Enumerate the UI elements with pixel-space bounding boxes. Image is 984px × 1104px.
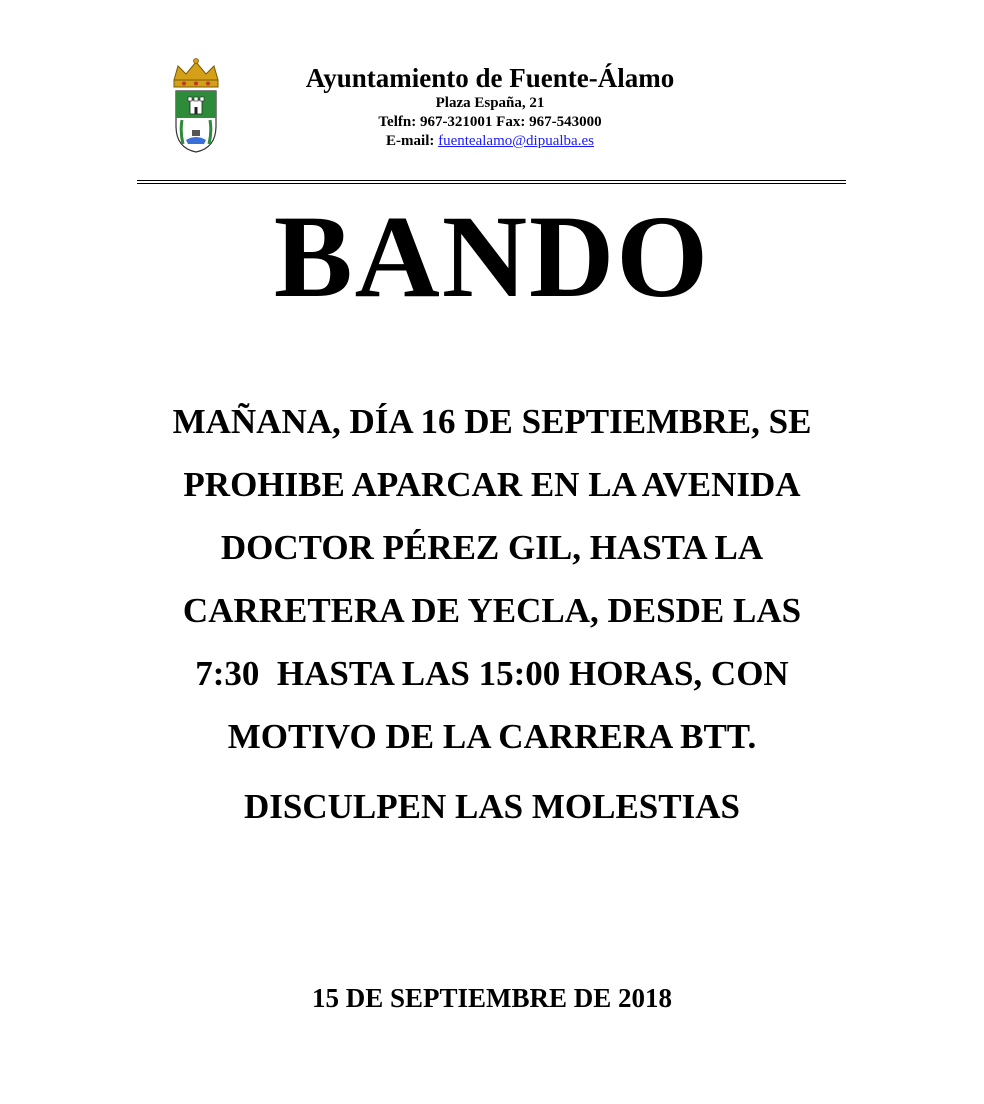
organization-name: Ayuntamiento de Fuente-Álamo xyxy=(305,63,675,93)
address: Plaza España, 21 xyxy=(435,95,545,111)
phone-fax: Telfn: 967-321001 Fax: 967-543000 xyxy=(378,114,602,130)
email-link[interactable]: fuentealamo@dipualba.es xyxy=(438,133,594,149)
header-divider-second xyxy=(137,183,846,184)
notice-line: 7:30 HASTA LAS 15:00 HORAS, CON xyxy=(195,654,789,693)
letterhead xyxy=(240,62,740,151)
document-title: BANDO xyxy=(273,191,711,322)
email-label: E-mail: xyxy=(386,133,435,149)
notice-line: DOCTOR PÉREZ GIL, HASTA LA xyxy=(220,528,764,567)
closing-line: DISCULPEN LAS MOLESTIAS xyxy=(244,787,740,826)
notice-line: CARRETERA DE YECLA, DESDE LAS xyxy=(182,591,802,630)
header-divider xyxy=(137,180,846,181)
notice-line: MOTIVO DE LA CARRERA BTT. xyxy=(227,717,757,756)
document-date: 15 DE SEPTIEMBRE DE 2018 xyxy=(311,983,673,1013)
notice-line: PROHIBE APARCAR EN LA AVENIDA xyxy=(183,465,801,504)
email-line xyxy=(240,132,740,151)
notice-body xyxy=(100,390,884,768)
notice-line: MAÑANA, DÍA 16 DE SEPTIEMBRE, SE xyxy=(172,402,812,441)
coat-of-arms-icon xyxy=(164,56,228,156)
